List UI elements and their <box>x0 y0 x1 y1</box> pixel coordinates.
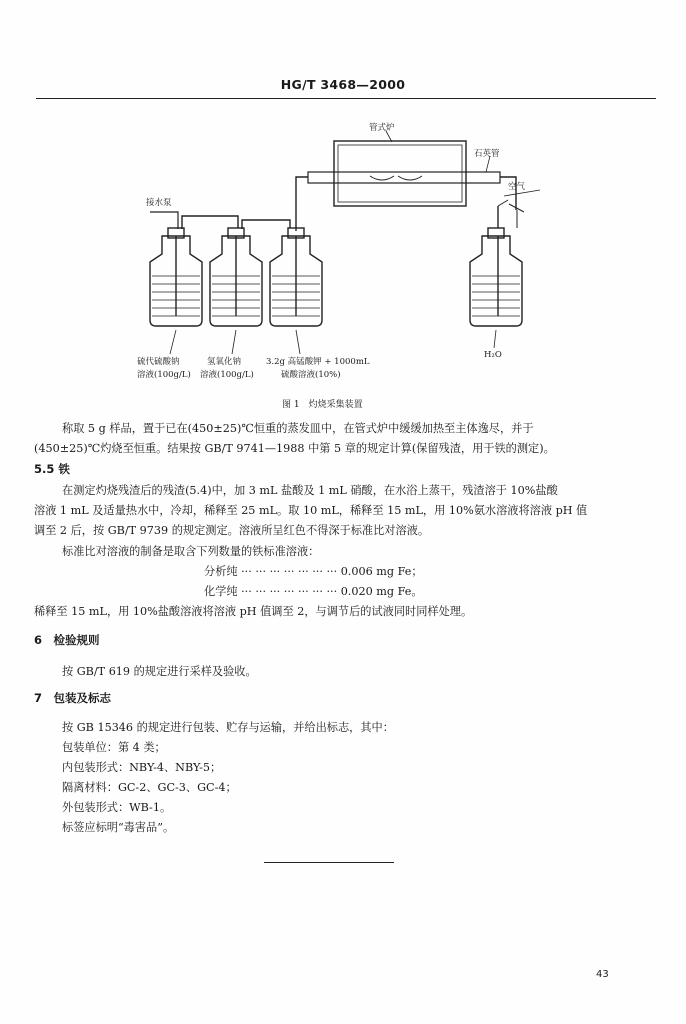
paragraph-line: 在测定灼烧残渣后的残渣(5.4)中，加 3 mL 盐酸及 1 mL 硝酸，在水浴上蒸干，残渣溶于 10%盐酸 <box>62 484 558 497</box>
paragraph-line: 调至 2 后，按 GB/T 9739 的规定测定。溶液所呈红色不得深于标准比对溶液。 <box>34 524 430 537</box>
standard-item: 化学纯 ··· ··· ··· ··· ··· ··· ··· 0.020 mg Fe。 <box>204 585 423 598</box>
paragraph-line: 按 GB/T 619 的规定进行采样及验收。 <box>62 665 257 678</box>
page-number: 43 <box>596 969 609 980</box>
list-item: 隔离材料：GC-2、GC-3、GC-4； <box>62 781 237 794</box>
page-header: HG/T 3468—2000 <box>280 77 406 92</box>
label-quartz-tube: 石英管 <box>474 149 500 159</box>
list-item: 内包装形式：NBY-4、NBY-5； <box>62 761 222 774</box>
label-air: 空气 <box>508 182 526 192</box>
label-bottle-2-conc: 溶液(100g/L) <box>200 370 254 380</box>
section-title-6: 6 检验规则 <box>34 633 100 647</box>
label-bottle-1-conc: 溶液(100g/L) <box>137 370 191 380</box>
paragraph-line: 标准比对溶液的制备是取含下列数量的铁标准溶液： <box>62 545 320 558</box>
end-rule <box>264 862 394 863</box>
label-bottle-3-solution: 硫酸溶液(10%) <box>281 370 341 380</box>
paragraph-line: 按 GB 15346 的规定进行包装、贮存与运输，并给出标志，其中： <box>62 721 394 734</box>
label-bottle-4: H₂O <box>484 350 502 360</box>
list-item: 标签应标明“毒害品”。 <box>62 821 175 834</box>
label-bottle-3: 3.2g 高锰酸钾 + 1000mL <box>266 357 370 367</box>
label-water-pump: 接水泵 <box>146 198 172 208</box>
label-tube-furnace: 管式炉 <box>369 123 395 133</box>
paragraph-line: 稀释至 15 mL，用 10%盐酸溶液将溶液 pH 值调至 2，与调节后的试液同时同样处理。 <box>34 605 473 618</box>
paragraph-line: 称取 5 g 样品，置于已在(450±25)℃恒重的蒸发皿中，在管式炉中缓缓加热至主体逸尽，并于 <box>62 422 534 435</box>
paragraph-line: 溶液 1 mL 及适量热水中，冷却，稀释至 25 mL。取 10 mL，稀释至 15 mL，用 10%氨水溶液将溶液 pH 值 <box>34 504 588 517</box>
list-item: 包装单位：第 4 类； <box>62 741 166 754</box>
figure-caption: 图 1 灼烧采集装置 <box>282 400 363 410</box>
standard-item: 分析纯 ··· ··· ··· ··· ··· ··· ··· 0.006 mg Fe； <box>204 565 423 578</box>
paragraph-line: (450±25)℃灼烧至恒重。结果按 GB/T 9741—1988 中第 5 章的规定计算(保留残渣，用于铁的测定)。 <box>34 442 555 455</box>
label-bottle-1: 硫代硫酸钠 <box>137 357 180 367</box>
list-item: 外包装形式：WB-1。 <box>62 801 172 814</box>
section-title-5-5: 5.5 铁 <box>34 462 70 476</box>
section-title-7: 7 包装及标志 <box>34 691 112 705</box>
label-bottle-2: 氢氧化钠 <box>207 357 242 367</box>
